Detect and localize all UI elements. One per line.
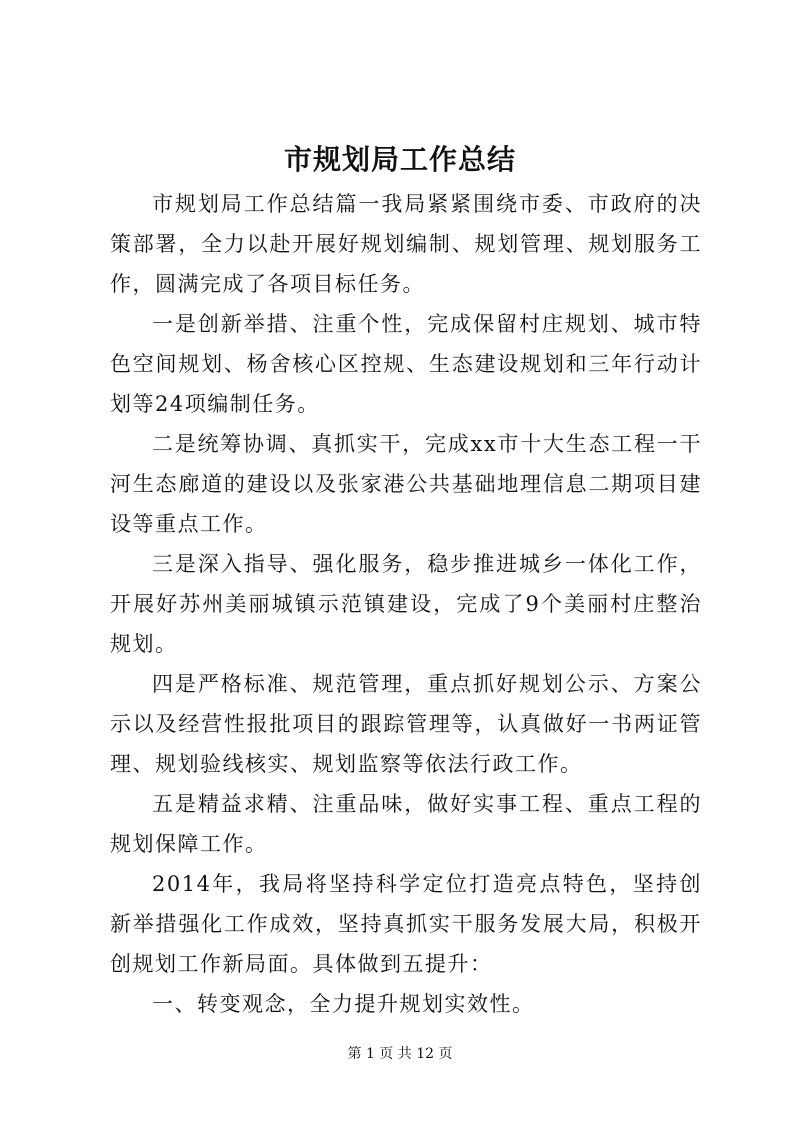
paragraph-item-2: 二是统筹协调、真抓实干，完成xx市十大生态工程一干河生态廊道的建设以及张家港公共基础地理信息二期项目建设等重点工作。 — [110, 432, 702, 536]
paragraph-intro: 市规划局工作总结篇一我局紧紧围绕市委、市政府的决策部署，全力以赴开展好规划编制、规划管理、规划服务工作，圆满完成了各项目标任务。 — [110, 192, 702, 296]
document-body — [110, 184, 702, 1024]
paragraph-item-1: 一是创新举措、注重个性，完成保留村庄规划、城市特色空间规划、杨舍核心区控规、生态建设规划和三年行动计划等24项编制任务。 — [110, 312, 702, 416]
paragraph-item-3: 三是深入指导、强化服务，稳步推进城乡一体化工作，开展好苏州美丽城镇示范镇建设，完成了9个美丽村庄整治规划。 — [110, 552, 702, 656]
document-title: 市规划局工作总结 — [283, 143, 516, 176]
page-number: 第 1 页 共 12 页 — [347, 1046, 453, 1062]
paragraph-plan-2014: 2014年，我局将坚持科学定位打造亮点特色，坚持创新举措强化工作成效，坚持真抓实干服务发展大局，积极开创规划工作新局面。具体做到五提升： — [110, 872, 702, 976]
paragraph-item-4: 四是严格标准、规范管理，重点抓好规划公示、方案公示以及经营性报批项目的跟踪管理等，认真做好一书两证管理、规划验线核实、规划监察等依法行政工作。 — [110, 672, 702, 776]
paragraph-item-5: 五是精益求精、注重品味，做好实事工程、重点工程的规划保障工作。 — [110, 792, 702, 856]
paragraph-section-1: 一、转变观念，全力提升规划实效性。 — [152, 992, 535, 1016]
